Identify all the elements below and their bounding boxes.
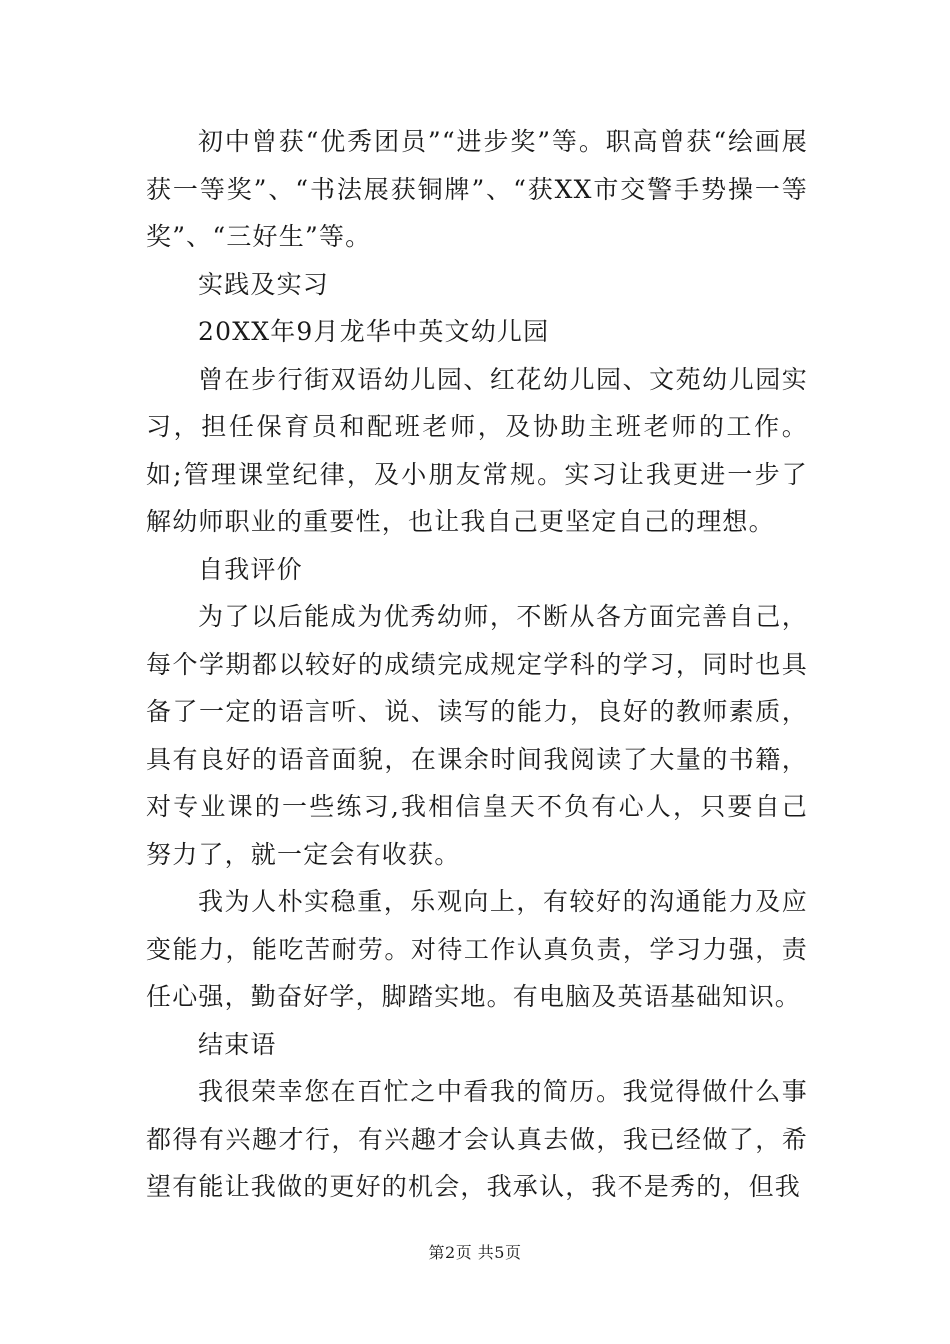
paragraph-closing: 我很荣幸您在百忙之中看我的简历。我觉得做什么事都得有兴趣才行，有兴趣才会认真去做，我已经做了，希望有能让我做的更好的机会，我承认，我不是秀的，但我 — [146, 1077, 808, 1201]
heading-self-evaluation: 自我评价 — [198, 554, 303, 584]
paragraph-internship: 曾在步行街双语幼儿园、红花幼儿园、文苑幼儿园实习，担任保育员和配班老师，及协助主班老师的工作。如;管理课堂纪律，及小朋友常规。实习让我更进一步了解幼师职业的重要性，也让我自己更坚定自己的理想。 — [146, 364, 808, 536]
paragraph-personality: 我为人朴实稳重，乐观向上，有较好的沟通能力及应变能力，能吃苦耐劳。对待工作认真负责，学习力强，责任心强，勤奋好学，脚踏实地。有电脑及英语基础知识。 — [146, 887, 808, 1011]
document-body — [146, 118, 808, 1211]
page-number-footer: 第2页 共5页 — [428, 1243, 522, 1262]
paragraph-awards: 初中曾获“优秀团员”“进步奖”等。职高曾获“绘画展获一等奖”、“书法展获铜牌”、“获XX市交警手势操一等奖”、“三好生”等。 — [146, 127, 808, 251]
heading-practice: 实践及实习 — [198, 269, 330, 299]
paragraph-self-evaluation: 为了以后能成为优秀幼师，不断从各方面完善自己，每个学期都以较好的成绩完成规定学科的学习，同时也具备了一定的语言听、说、读写的能力，良好的教师素质，具有良好的语音面貌，在课余时间我阅读了大量的书籍，对专业课的一些练习,我相信皇天不负有心人，只要自己努力了，就一定会有收获。 — [146, 602, 808, 869]
heading-internship-entry: 20XX年9月龙华中英文幼儿园 — [198, 317, 550, 346]
heading-closing: 结束语 — [198, 1029, 277, 1059]
